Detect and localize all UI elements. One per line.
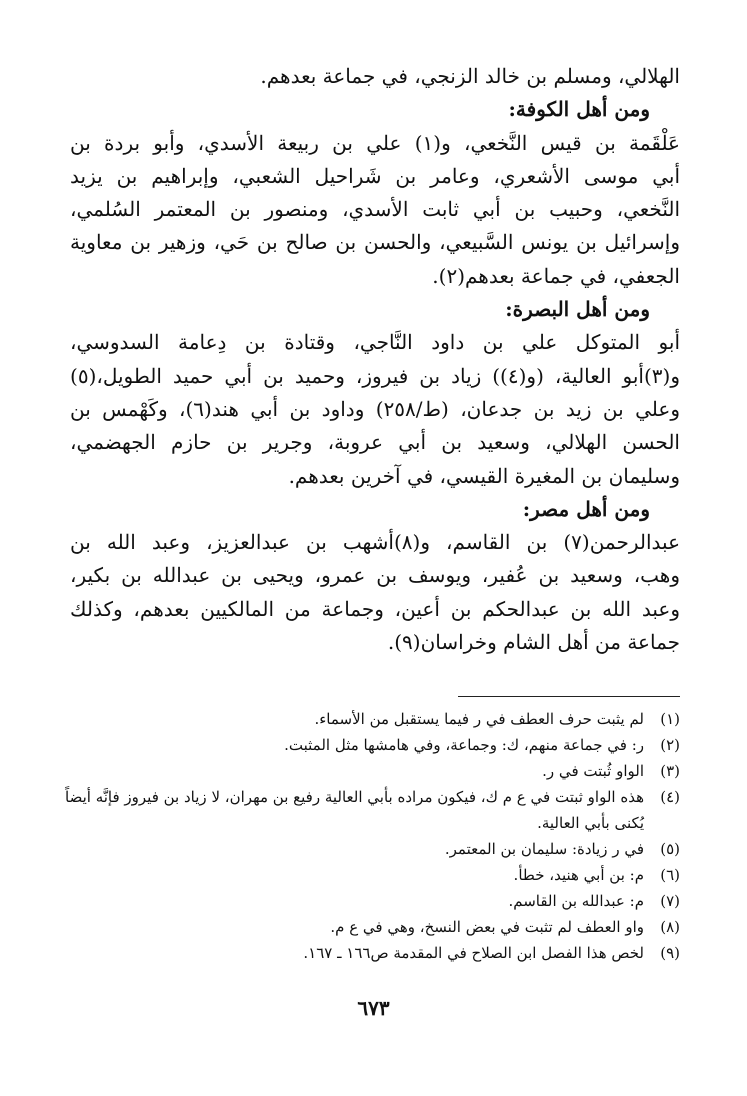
body-line: الجعفي، في جماعة بعدهم(٢). <box>432 263 680 288</box>
footnote-number: (١) <box>660 710 680 728</box>
body-line: الهلالي، ومسلم بن خالد الزنجي، في جماعة بعدهم. <box>260 64 680 88</box>
body-line: عبدالرحمن(٧) بن القاسم، و(٨)أشهب بن عبدالعزيز، وعبد الله بن <box>70 530 680 555</box>
page-number: ٦٧٣ <box>357 996 390 1020</box>
footnote-text: لخص هذا الفصل ابن الصلاح في المقدمة ص١٦٦ ـ ١٦٧. <box>303 944 644 962</box>
footnote-number: (٧) <box>660 892 680 910</box>
footnote-text: م: بن أبي هنيد، خطأ. <box>513 866 644 884</box>
footnote-divider <box>458 696 680 697</box>
footnote-number: (٥) <box>660 840 680 858</box>
body-line: وعلي بن زيد بن جدعان، (ط/٢٥٨) وداود بن أبي هند(٦)، وكَهْمس بن <box>70 396 680 421</box>
footnote-item <box>62 836 680 862</box>
footnote-number: (٩) <box>660 944 680 962</box>
footnote-item <box>62 784 680 836</box>
footnote-item <box>62 706 680 732</box>
footnote-item <box>62 862 680 888</box>
footnote-number: (٣) <box>660 762 680 780</box>
footnote-number: (٢) <box>660 736 680 754</box>
section-heading-egypt: ومن أهل مصر: <box>522 496 650 521</box>
footnote-number: (٦) <box>660 866 680 884</box>
footnote-item <box>62 758 680 784</box>
main-text-body <box>70 60 680 659</box>
body-line: أبو المتوكل علي بن داود النَّاجي، وقتادة بن دِعامة السدوسي، <box>70 330 680 355</box>
footnote-item <box>62 888 680 914</box>
body-line: و(٣)أبو العالية، (و(٤)) زياد بن فيروز، وحميد بن أبي حميد الطويل،(٥) <box>70 363 680 388</box>
footnote-text: في ر زيادة: سليمان بن المعتمر. <box>444 840 644 858</box>
body-line: وسليمان بن المغيرة القيسي، في آخرين بعدهم. <box>288 463 680 488</box>
body-line: الحسن الهلالي، وسعيد بن أبي عروبة، وجرير بن حازم الجهضمي، <box>70 430 680 455</box>
section-heading-basra: ومن أهل البصرة: <box>505 297 650 322</box>
body-line: وعبد الله بن عبدالحكم بن أعين، وجماعة من المالكيين بعدهم، وكذلك <box>70 596 680 621</box>
footnote-number: (٨) <box>660 918 680 936</box>
footnote-text: لم يثبت حرف العطف في ر فيما يستقبل من الأسماء. <box>314 710 644 728</box>
body-line: عَلْقَمة بن قيس النَّخعي، و(١) علي بن ربيعة الأسدي، وأبو بردة بن <box>70 130 680 155</box>
body-line: وإسرائيل بن يونس السَّبيعي، والحسن بن صالح بن حَي، وزهير بن معاوية <box>70 230 680 255</box>
body-line: النَّخعي، وحبيب بن أبي ثابت الأسدي، ومنصور بن المعتمر السُلمي، <box>70 197 680 222</box>
footnote-text: الواو ثُبتت في ر. <box>542 762 644 780</box>
footnotes <box>62 706 680 966</box>
footnote-number: (٤) <box>660 788 680 806</box>
footnote-text: واو العطف لم تثبت في بعض النسخ، وهي في ع م. <box>330 918 644 936</box>
body-line: وهب، وسعيد بن عُفير، ويوسف بن عمرو، ويحيى بن عبدالله بن بكير، <box>70 563 680 588</box>
body-line: أبي موسى الأشعري، وعامر بن شَراحيل الشعبي، وإبراهيم بن يزيد <box>70 163 680 188</box>
footnote-item <box>62 940 680 966</box>
footnote-item <box>62 914 680 940</box>
section-heading-kufa: ومن أهل الكوفة: <box>508 97 650 122</box>
footnote-text: م: عبدالله بن القاسم. <box>508 892 644 910</box>
footnote-text: ر: في جماعة منهم، ك: وجماعة، وفي هامشها مثل المثبت. <box>284 736 644 754</box>
body-line: جماعة من أهل الشام وخراسان(٩). <box>387 630 680 655</box>
footnote-text: هذه الواو ثبتت في ع م ك، فيكون مراده بأبي العالية رفيع بن مهران، لا زياد بن فيروز فإنَّه أيضاً يُكنى بأبي العالية. <box>65 788 644 832</box>
footnote-item <box>62 732 680 758</box>
